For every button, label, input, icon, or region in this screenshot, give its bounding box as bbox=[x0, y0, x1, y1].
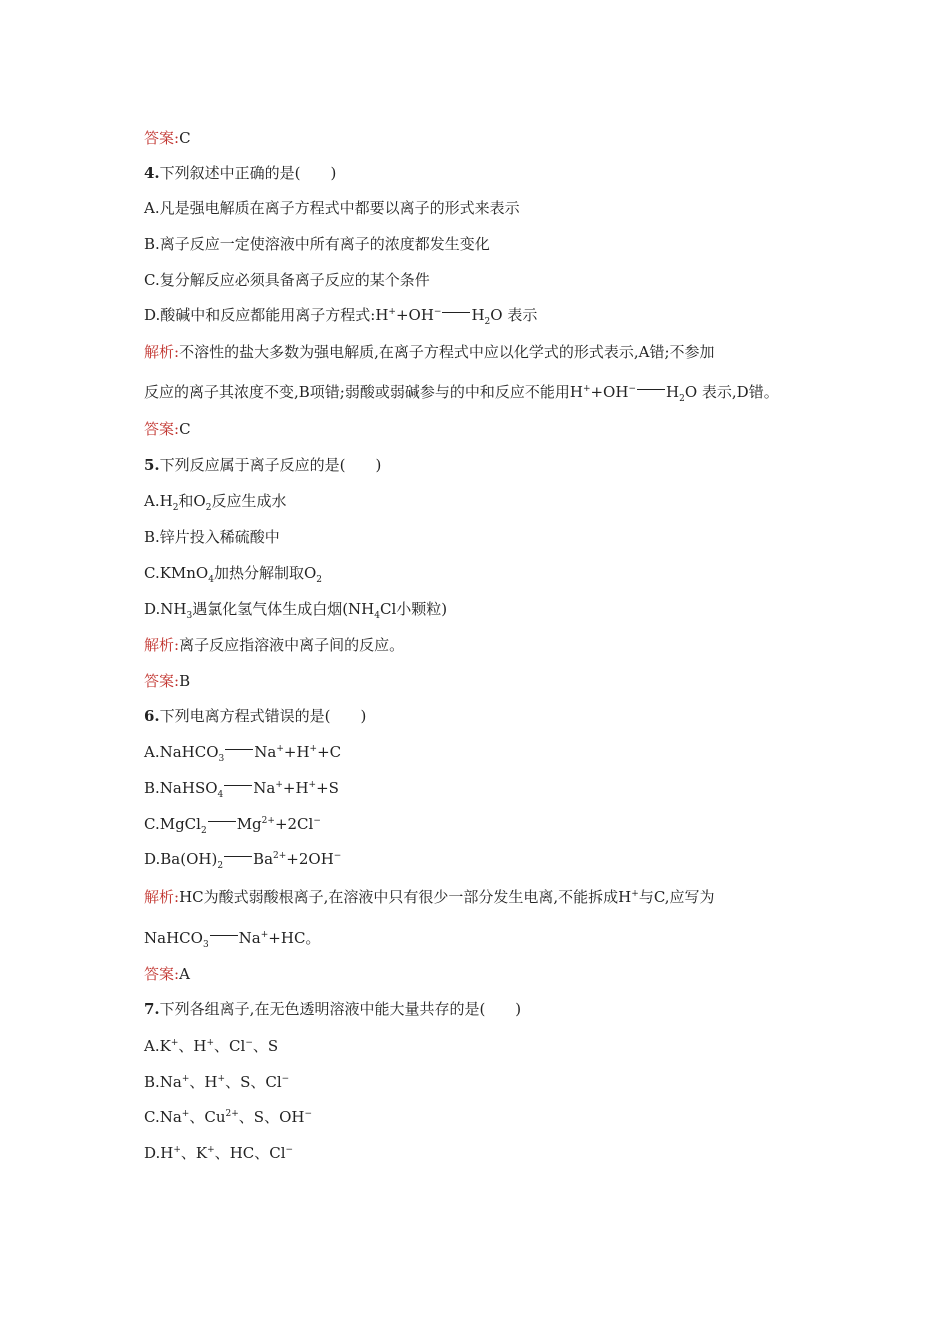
question-5-stem: 5.下列反应属于离子反应的是( ) bbox=[144, 456, 382, 474]
equals-sign bbox=[442, 312, 470, 313]
analysis-label: 解析 bbox=[144, 343, 175, 361]
equals-sign bbox=[208, 821, 236, 822]
question-4-stem: 4.下列叙述中正确的是( ) bbox=[144, 164, 337, 182]
equals-sign bbox=[224, 856, 252, 857]
q4-analysis-line-2: 反应的离子其浓度不变,B项错;弱酸或弱碱参与的中和反应不能用H++OH− $H_2O$ 表示,D错。 bbox=[144, 383, 779, 404]
q4-option-c: C.复分解反应必须具备离子反应的某个条件 bbox=[144, 271, 430, 289]
answer-label: 答案 bbox=[144, 129, 175, 147]
q6-analysis-line-1: 解析:HC为酸式弱酸根离子,在溶液中只有很少一部分发生电离,不能拆成H+与C,应写为 bbox=[144, 888, 715, 906]
q4-option-a: A.凡是强电解质在离子方程式中都要以离子的形式来表示 bbox=[144, 199, 520, 217]
q6-option-b: B.NaHSO$_4$ Na++H++S bbox=[144, 779, 339, 800]
equals-sign bbox=[210, 935, 238, 936]
q7-option-c: C.Na+、$Cu^{2+}$、S、OH− bbox=[144, 1108, 313, 1126]
q6-option-c: C.MgCl$_2$ $Mg^{2+}+2Cl^-$ bbox=[144, 815, 321, 836]
q4-option-b: B.离子反应一定使溶液中所有离子的浓度都发生变化 bbox=[144, 235, 490, 253]
q5-answer: 答案:B bbox=[144, 672, 191, 690]
q7-option-d: D.H+、K+、HC、Cl− bbox=[144, 1144, 294, 1162]
q6-option-a: A.NaHCO$_3$ Na++H++C bbox=[144, 743, 342, 764]
answer-value: C bbox=[179, 129, 191, 147]
q5-option-a: $A.H_2$和$O_2$反应生成水 bbox=[144, 492, 287, 513]
question-7-stem: 7.下列各组离子,在无色透明溶液中能大量共存的是( ) bbox=[144, 1000, 522, 1018]
q4-option-d: D.酸碱中和反应都能用离子方程式:H++OH− $H_2O$ 表示 bbox=[144, 306, 538, 327]
q6-option-d: $D.Ba(OH)_2$ $Ba^{2+}+2OH^-$ bbox=[144, 850, 342, 871]
q5-analysis: 解析:离子反应指溶液中离子间的反应。 bbox=[144, 636, 405, 654]
q7-option-a: A.K+、H+、Cl−、S bbox=[144, 1037, 279, 1055]
q5-option-c: C.KMnO$_4$加热分解制取$O_2$ bbox=[144, 564, 323, 585]
answer-line: 答案:C bbox=[144, 129, 191, 147]
q6-answer: 答案:A bbox=[144, 965, 190, 983]
q5-option-d: $D.NH_3$遇氯化氢气体生成白烟($NH_4Cl$小颗粒) bbox=[144, 600, 448, 621]
q5-option-b: B.锌片投入稀硫酸中 bbox=[144, 528, 280, 546]
equals-sign bbox=[225, 749, 253, 750]
q7-option-b: B.Na+、H+、S、Cl− bbox=[144, 1073, 290, 1091]
equals-sign bbox=[637, 389, 665, 390]
q6-analysis-line-2: NaHCO$_3$ Na++HC。 bbox=[144, 929, 321, 950]
q4-answer: 答案:C bbox=[144, 420, 191, 438]
question-6-stem: 6.下列电离方程式错误的是( ) bbox=[144, 707, 367, 725]
q4-analysis-line-1: 解析:不溶性的盐大多数为强电解质,在离子方程式中应以化学式的形式表示,A错;不参加 bbox=[144, 343, 715, 361]
equals-sign bbox=[224, 785, 252, 786]
